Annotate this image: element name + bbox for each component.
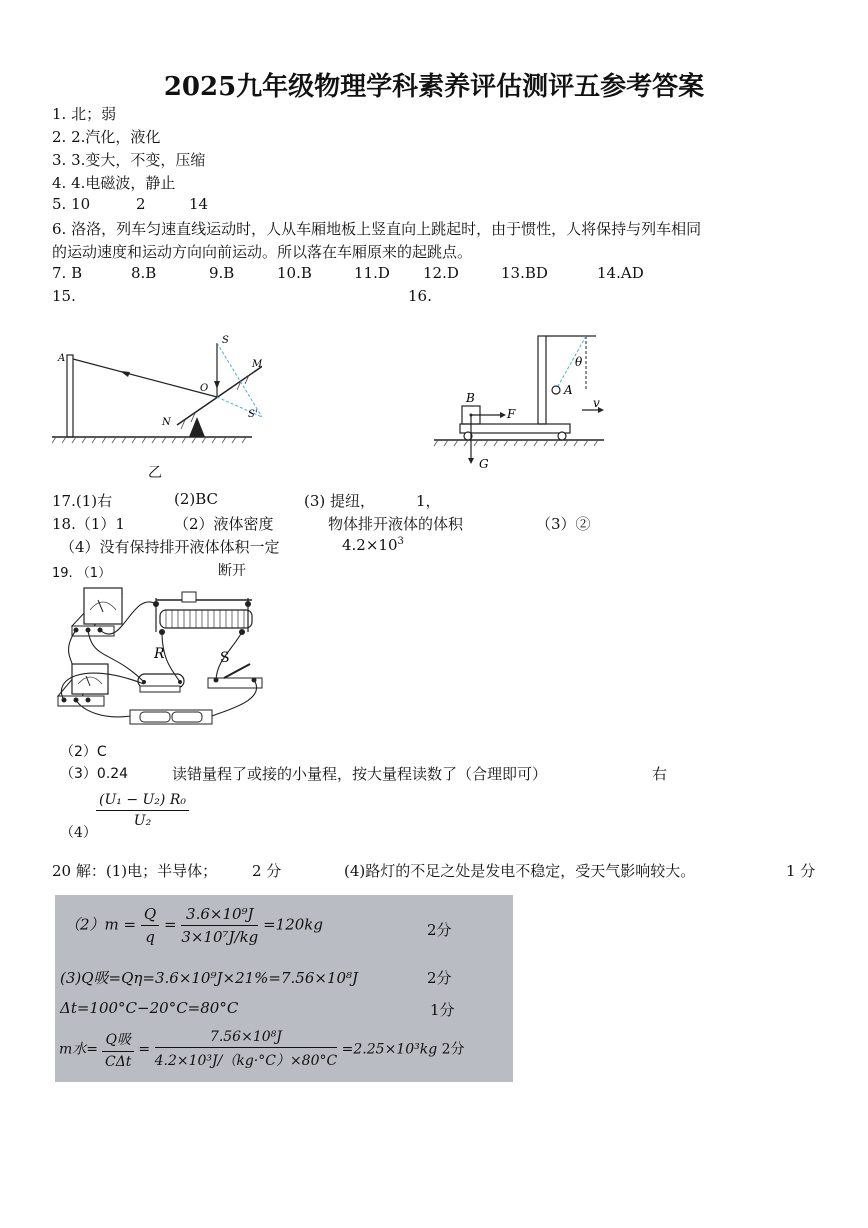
answer-19-3 (60, 763, 720, 783)
answer-6-line1: 6. 洛洛，列车匀速直线运动时，人从车厢地板上竖直向上跳起时，由于惯性，人将保持与列车相同 (52, 220, 702, 238)
fig15-label-A: A (58, 353, 66, 364)
calc-water-den: CΔt (104, 1054, 132, 1070)
answer-18-a: 18.（1）1 (52, 515, 125, 533)
circuit-label-R: R (154, 646, 165, 662)
answer-2: 2. 2.汽化，液化 (52, 128, 161, 146)
answer-5-a: 5. 10 (52, 195, 91, 213)
answer-18-row2 (60, 536, 460, 556)
answer-19-3-c: 右 (652, 765, 668, 783)
fig15-caption: 乙 (148, 465, 162, 481)
calc-mass-den: q (145, 928, 155, 946)
answer-20-d: 1 分 (786, 862, 816, 880)
answer-17 (52, 490, 552, 510)
answer-17-d: 1， (416, 492, 441, 510)
mc-12: 12.D (423, 264, 459, 282)
cart-pendulum-diagram (432, 330, 612, 475)
answer-18-c: 物体排开液体的体积 (328, 515, 464, 533)
answer-18-f-exp: 3 (397, 536, 404, 547)
calc-mass-den2: 3×10⁷J/kg (181, 928, 259, 946)
answer-17-b: (2)BC (174, 490, 219, 508)
calc-water-prefix: m水= (59, 1041, 99, 1058)
calc-row-heat: (3)Q吸=Qη=3.6×10⁹J×21%=7.56×10⁸J (60, 969, 359, 987)
reflection-diagram (52, 325, 262, 485)
calc-water-den2: 4.2×10³J/（kg·°C）×80°C (154, 1053, 338, 1069)
fig15-label-N: N (162, 417, 171, 428)
answer-5 (52, 195, 209, 213)
calc-mass-score: 2分 (427, 921, 452, 939)
answer-20-c: (4)路灯的不足之处是发电不稳定，受天气影响较大。 (344, 862, 696, 880)
calc-mass-result: =120kg (263, 915, 323, 934)
calc-heat-score: 2分 (427, 969, 452, 987)
answer-18-f (342, 536, 404, 554)
circuit-diagram (52, 580, 267, 730)
answer-20-a: 20 解：(1)电；半导体； (52, 862, 218, 880)
answer-17-a: 17.(1)右 (52, 492, 113, 510)
fig16-label-theta: θ (575, 355, 583, 369)
fig15-label-O: O (200, 383, 209, 394)
fig16-label-B: B (466, 391, 475, 405)
fig16-label-A: A (564, 383, 573, 397)
answer-6-line2: 的运动速度和运动方向向前运动。所以落在车厢原来的起跳点。 (52, 243, 473, 261)
answer-3: 3. 3.变大，不变，压缩 (52, 151, 206, 169)
calc-water-score: 2分 (441, 1041, 465, 1058)
answer-20-b: 2 分 (252, 862, 282, 880)
answer-19-2: （2）C (60, 744, 107, 760)
fig15-label-M: M (252, 359, 262, 370)
answer-18-row1 (52, 513, 672, 533)
answer-4: 4. 4.电磁波，静止 (52, 174, 176, 192)
calc-mass-num: Q (141, 905, 159, 926)
calc-row-mass: （2）m = $\frac{Q}{q}$ = $\frac{\text{3.6×10⁹J}}{\text{3×10⁷J/kg}}$ =120kg (65, 905, 323, 946)
answer-5-c: 14 (189, 195, 209, 213)
answer-19-4-label: （4） (60, 825, 97, 841)
circuit-label-S: S (220, 650, 230, 666)
answer-18-e: （4）没有保持排开液体体积一定 (60, 538, 280, 556)
answer-5-b: 2 (136, 195, 146, 213)
mc-9: 9.B (209, 264, 235, 282)
calc-mass-prefix: （2）m = (65, 915, 137, 934)
answer-18-b: （2）液体密度 (174, 515, 274, 533)
mc-7: 7. B (52, 264, 83, 282)
calc-row-water-mass: m水= $\frac{\text{Q吸}}{\text{CΔt}}$ = $\frac{\text{7.56×10⁸J}}{\text{4.2×10³J/（kg·°C）×80°C}}$ =2.25×10³kg 2分 (59, 1029, 465, 1070)
calc-water-result: =2.25×10³kg (341, 1041, 438, 1058)
answer-17-c: (3) 提纽， (304, 492, 376, 510)
page-title: 2025九年级物理学科素养评估测评五参考答案 (163, 72, 705, 102)
fig16-label-G: G (479, 457, 489, 471)
answer-19-label: 19. （1） (52, 566, 112, 581)
answer-19-3-a: （3）0.24 (60, 766, 129, 782)
answer-19-4-denominator: U₂ (133, 813, 152, 829)
mc-14: 14.AD (597, 264, 644, 282)
mc-8: 8.B (131, 264, 157, 282)
calc-water-num2: 7.56×10⁸J (155, 1029, 338, 1048)
mc-11: 11.D (354, 264, 390, 282)
answer-20 (52, 860, 832, 880)
mc-10: 10.B (277, 264, 312, 282)
calc-water-num: Q吸 (102, 1029, 133, 1052)
q15-label: 15. (52, 287, 76, 305)
answer-18-f-base: 4.2×10 (342, 536, 398, 554)
fig16-label-F: F (507, 407, 516, 421)
answer-19-3-b: 读错量程了或接的小量程，按大量程读数了（合理即可） (172, 765, 548, 783)
calc-temperature-score: 1分 (430, 1001, 455, 1019)
answer-19-4-numerator: (U₁ − U₂) R₀ (96, 792, 189, 811)
answer-18-d: （3）② (536, 515, 591, 533)
fig15-label-S-prime: S' (248, 409, 258, 420)
answer-1: 1. 北；弱 (52, 105, 117, 123)
fig15-label-S: S (222, 335, 229, 346)
mc-13: 13.BD (501, 264, 548, 282)
answer-19-4-formula (96, 792, 189, 829)
answer-19-duankai: 断开 (218, 563, 246, 579)
calc-mass-num2: 3.6×10⁹J (181, 905, 258, 926)
q16-label: 16. (408, 287, 432, 305)
calc-row-temperature: Δt=100°C−20°C=80°C (60, 999, 239, 1017)
fig16-label-v: v (593, 396, 600, 410)
multiple-choice-row (52, 264, 752, 284)
calculation-box (55, 895, 513, 1082)
